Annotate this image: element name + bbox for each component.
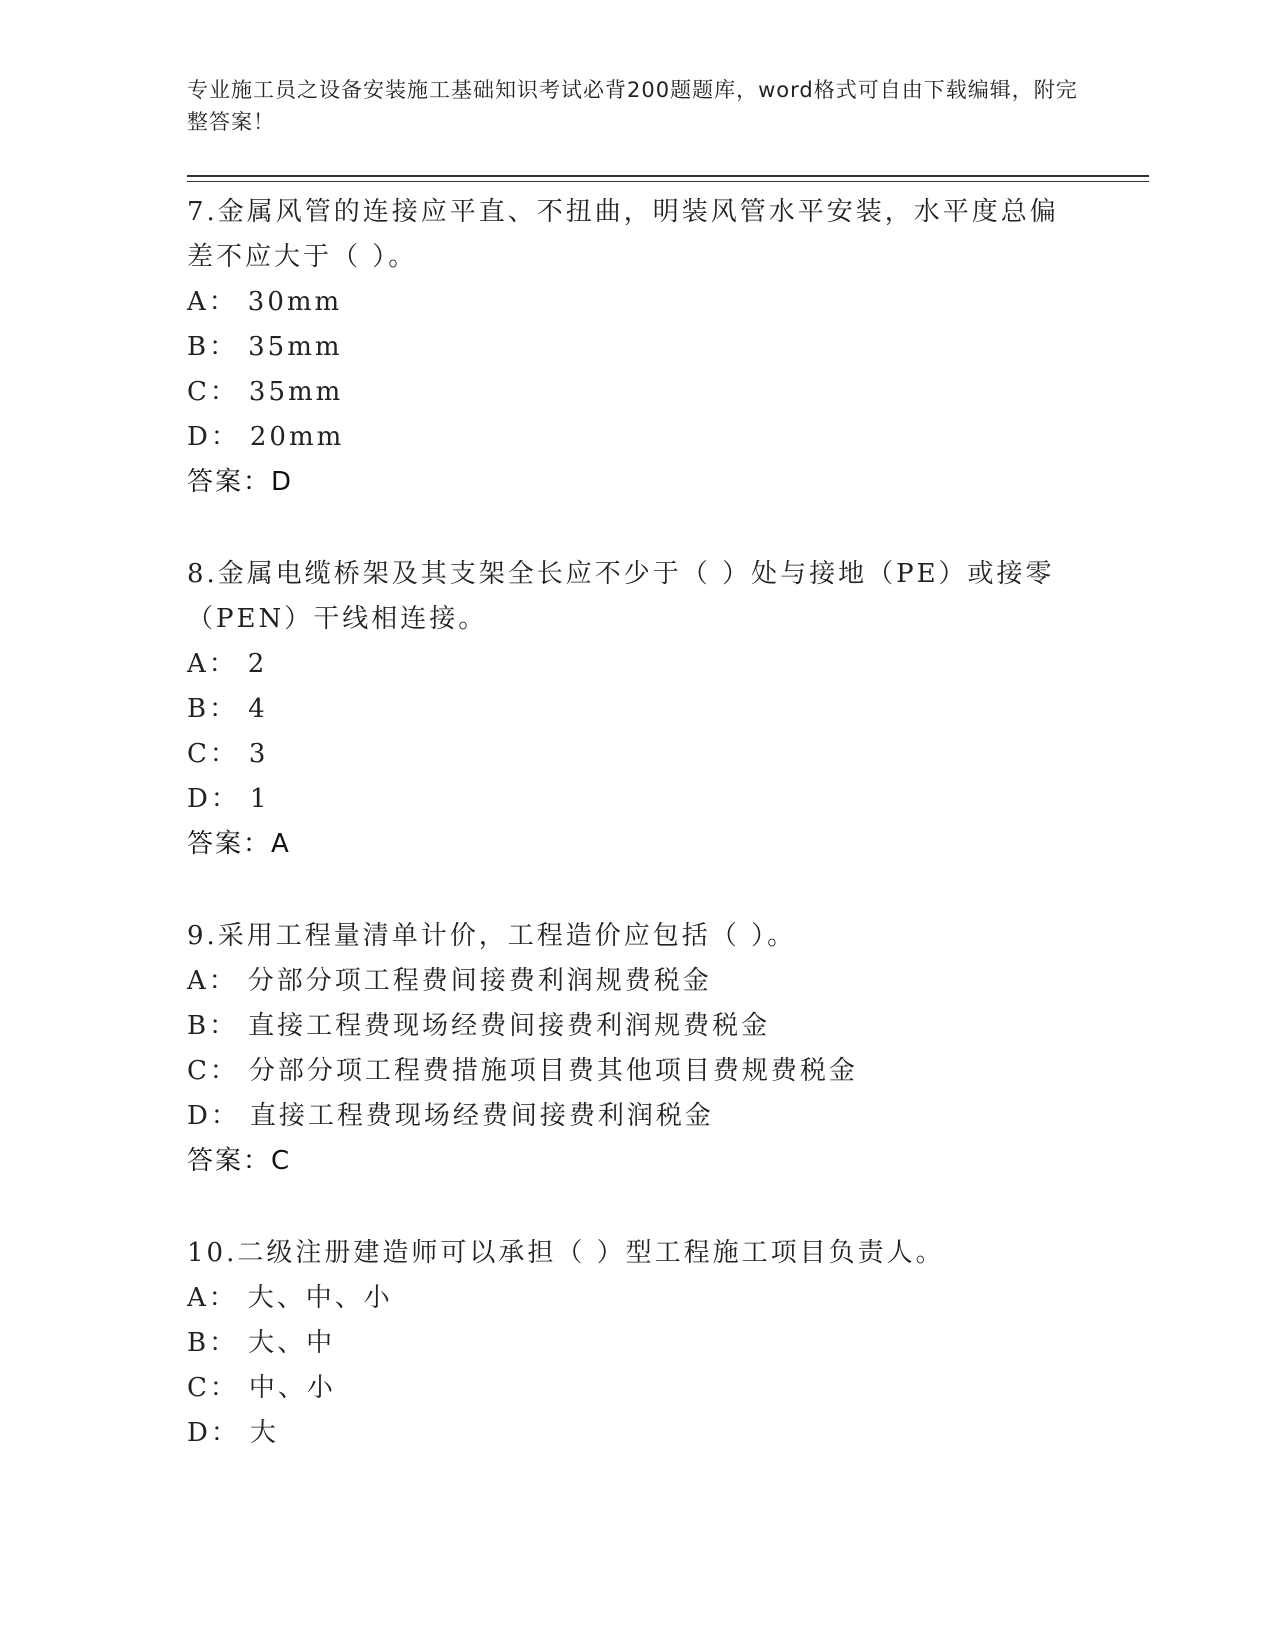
- option-text: 分部分项工程费措施项目费其他项目费规费税金: [248, 1056, 858, 1086]
- option-d: [187, 1411, 1087, 1456]
- option-key: A：: [187, 966, 238, 996]
- option-text: 直接工程费现场经费间接费利润规费税金: [248, 1011, 771, 1041]
- question-8: [187, 552, 1087, 867]
- option-b: [187, 1321, 1087, 1366]
- option-b: [187, 325, 1087, 370]
- option-text: 大、中、小: [247, 1283, 393, 1313]
- answer-line: 答案：A: [187, 829, 291, 859]
- option-text: 4: [248, 694, 268, 724]
- document-header: 专业施工员之设备安装施工基础知识考试必背200题题库，word格式可自由下载编辑，附完整答案！: [187, 78, 1078, 134]
- question-stem: 9.采用工程量清单计价，工程造价应包括（ ）。: [187, 921, 797, 951]
- option-key: A：: [187, 649, 238, 679]
- option-d: [187, 777, 1087, 822]
- question-stem: 8.金属电缆桥架及其支架全长应不少于（ ）处与接地（PE）或接零（PEN）干线相连接。: [187, 559, 1055, 634]
- option-d: [187, 415, 1087, 460]
- answer-line: 答案：C: [187, 1146, 292, 1176]
- option-b: [187, 1004, 1087, 1049]
- option-key: D：: [187, 1101, 240, 1131]
- option-key: B：: [187, 332, 239, 362]
- option-b: [187, 687, 1087, 732]
- option-key: B：: [187, 1011, 239, 1041]
- option-a: [187, 642, 1087, 687]
- option-text: 30mm: [247, 287, 343, 317]
- option-key: C：: [187, 1056, 239, 1086]
- question-7: [187, 190, 1087, 505]
- option-text: 20mm: [249, 422, 345, 452]
- option-key: C：: [187, 377, 239, 407]
- option-text: 3: [248, 739, 269, 769]
- option-key: A：: [187, 1283, 238, 1313]
- option-c: [187, 1366, 1087, 1411]
- option-c: [187, 732, 1087, 777]
- option-d: [187, 1094, 1087, 1139]
- option-text: 35mm: [248, 377, 344, 407]
- option-text: 35mm: [248, 332, 343, 362]
- option-text: 大: [249, 1418, 279, 1448]
- option-c: [187, 1049, 1087, 1094]
- option-text: 1: [249, 784, 270, 814]
- option-key: C：: [187, 1373, 239, 1403]
- option-text: 大、中: [248, 1328, 336, 1358]
- option-key: B：: [187, 1328, 239, 1358]
- option-key: A：: [187, 287, 238, 317]
- option-c: [187, 370, 1087, 415]
- option-key: C：: [187, 739, 239, 769]
- question-list: [187, 190, 1087, 1456]
- option-text: 分部分项工程费间接费利润规费税金: [247, 966, 712, 996]
- question-10: [187, 1231, 1087, 1456]
- option-text: 中、小: [248, 1373, 336, 1403]
- option-text: 直接工程费现场经费间接费利润税金: [249, 1101, 714, 1131]
- option-a: [187, 959, 1087, 1004]
- header-divider-thin: [187, 181, 1149, 182]
- answer-line: 答案：D: [187, 467, 294, 497]
- question-9: [187, 914, 1087, 1184]
- question-stem: 10.二级注册建造师可以承担（ ）型工程施工项目负责人。: [187, 1238, 945, 1268]
- option-key: D：: [187, 422, 240, 452]
- option-key: D：: [187, 784, 240, 814]
- option-key: B：: [187, 694, 239, 724]
- option-key: D：: [187, 1418, 240, 1448]
- option-text: 2: [247, 649, 268, 679]
- header-divider-thick: [187, 175, 1149, 177]
- option-a: [187, 280, 1087, 325]
- question-stem: 7.金属风管的连接应平直、不扭曲，明装风管水平安装，水平度总偏差不应大于（ ）。: [187, 197, 1059, 272]
- option-a: [187, 1276, 1087, 1321]
